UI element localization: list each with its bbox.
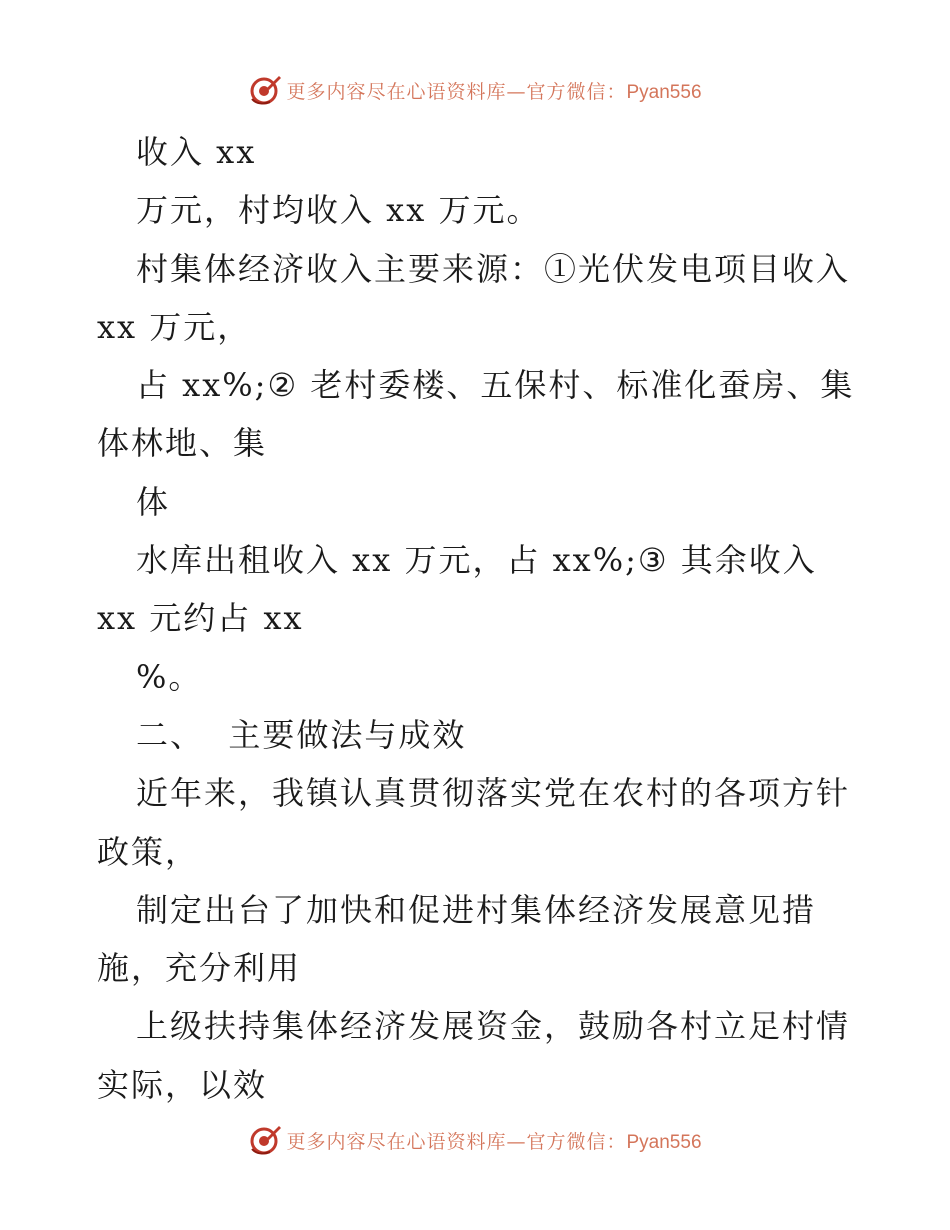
text-line: 二、 主要做法与成效 — [136, 715, 467, 754]
pen-logo-icon — [248, 73, 282, 107]
text-line: 万元，村均收入 xx 万元。 — [136, 191, 541, 230]
text-line: 占 xx%;② 老村委楼、五保村、标准化蚕房、集 — [136, 366, 855, 405]
text-line: 收入 xx — [136, 133, 257, 171]
header-watermark — [0, 70, 950, 110]
text-line: xx 万元， — [97, 307, 252, 346]
watermark-text: 更多内容尽在心语资料库—官方微信：Pyan556 — [286, 1130, 702, 1153]
document-body — [97, 123, 857, 1114]
text-line: 实际，以效 — [97, 1065, 268, 1104]
text-line: 体林地、集 — [97, 424, 268, 463]
footer-watermark — [0, 1120, 950, 1160]
watermark-text: 更多内容尽在心语资料库—官方微信：Pyan556 — [286, 80, 702, 103]
text-line: 体 — [136, 482, 171, 521]
text-line: 上级扶持集体经济发展资金，鼓励各村立足村情 — [136, 1007, 851, 1046]
wechat-id: Pyan556 — [626, 1131, 702, 1153]
wechat-id: Pyan556 — [626, 81, 702, 103]
text-line: 施，充分利用 — [97, 949, 302, 988]
text-line: 近年来，我镇认真贯彻落实党在农村的各项方针 — [136, 774, 851, 813]
text-line: 政策， — [97, 832, 200, 871]
text-line: 村集体经济收入主要来源：①光伏发电项目收入 — [136, 249, 851, 288]
text-line: xx 元约占 xx — [97, 599, 304, 638]
text-line: %。 — [136, 657, 203, 696]
text-line: 水库出租收入 xx 万元，占 xx%;③ 其余收入 — [136, 541, 817, 580]
pen-logo-icon — [248, 1123, 282, 1157]
text-line: 制定出台了加快和促进村集体经济发展意见措 — [136, 890, 817, 929]
